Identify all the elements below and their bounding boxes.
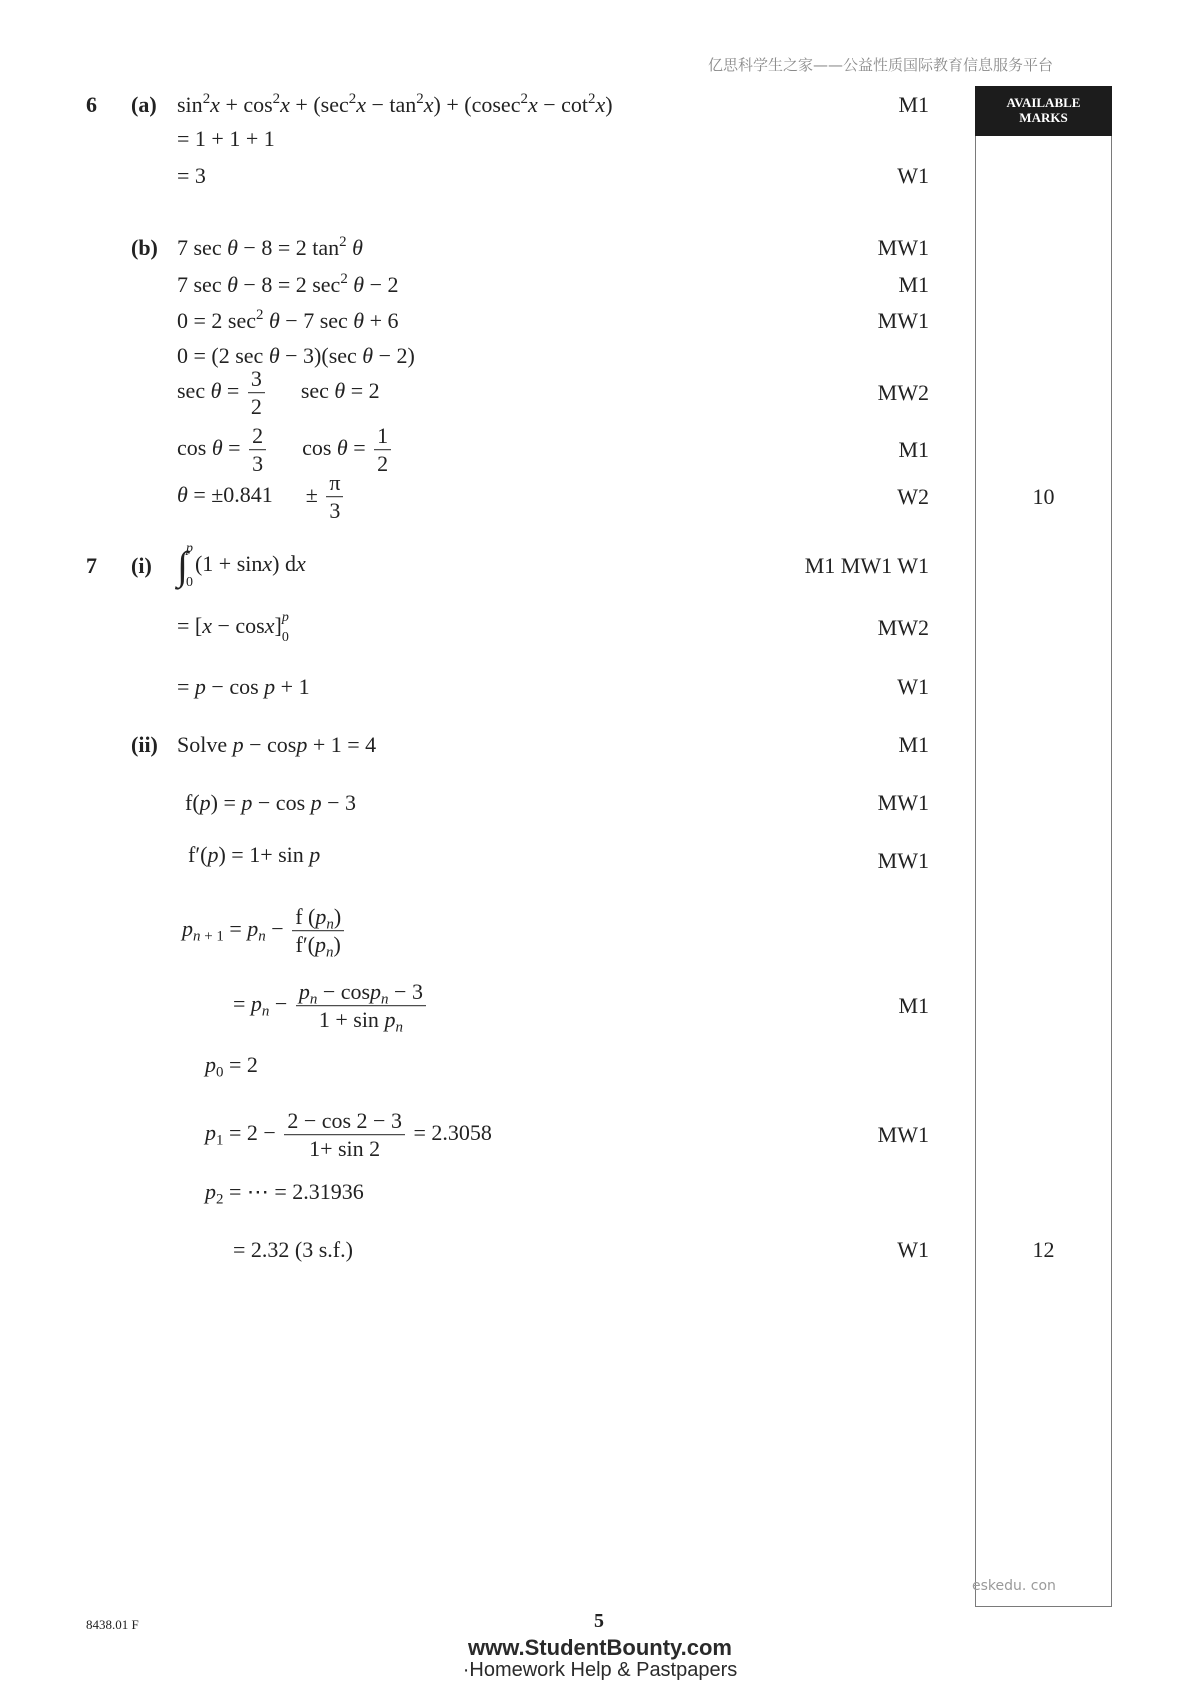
math-text: ) — [605, 92, 613, 117]
superscript: 2 — [339, 234, 347, 251]
mark-code: M1 — [898, 732, 929, 757]
evaluation-limits — [282, 611, 289, 645]
math-text: = 2 — [223, 1052, 258, 1077]
math-text: = 2.32 (3 s.f.) — [233, 1237, 353, 1262]
math-text: 7 sec — [177, 235, 228, 260]
math-text: + 1 — [275, 674, 310, 699]
math-text: f( — [185, 790, 200, 815]
fraction — [374, 423, 391, 477]
math-text: = — [177, 674, 195, 699]
fraction-numerator — [296, 979, 426, 1006]
part-label: (b) — [131, 235, 158, 260]
part-label: (i) — [131, 553, 152, 578]
math-variable: x — [262, 551, 273, 577]
page-number: 5 — [594, 1610, 604, 1632]
math-variable: n — [326, 944, 334, 961]
working-line — [205, 1108, 492, 1162]
math-text: − 2 — [364, 272, 399, 297]
superscript: 2 — [588, 91, 596, 108]
working-line — [177, 366, 380, 420]
subscript — [326, 945, 333, 961]
fraction — [296, 979, 426, 1036]
math-variable: p — [232, 732, 244, 757]
math-variable: θ — [353, 272, 365, 297]
working-line — [177, 674, 310, 700]
math-text: − cos — [252, 790, 311, 815]
math-text: ) — [333, 932, 341, 958]
mark-code: MW2 — [877, 380, 929, 405]
math-variable: n — [309, 991, 318, 1008]
subscript — [258, 929, 265, 945]
mark-code: M1 — [898, 272, 929, 297]
math-text: ) = 1+ sin — [218, 842, 310, 867]
math-text: sec — [177, 378, 211, 404]
math-text: ) d — [272, 551, 296, 577]
mark-code: M1 — [898, 92, 929, 117]
fraction-numerator — [249, 423, 266, 450]
superscript: 2 — [272, 91, 281, 108]
working-line — [177, 732, 376, 758]
footer-watermark: eskedu. con — [972, 1578, 1056, 1594]
mark-code: MW1 — [877, 790, 929, 815]
math-variable: n — [381, 991, 389, 1008]
math-variable: p — [264, 674, 276, 699]
available-marks-heading — [975, 86, 1112, 136]
math-variable: x — [527, 92, 538, 117]
mark-code: MW1 — [877, 308, 929, 333]
math-text: = — [222, 435, 247, 461]
math-text: − 8 = 2 sec — [237, 272, 341, 297]
upper-limit: p — [281, 610, 289, 625]
math-text: − cos — [205, 674, 265, 699]
math-text: = 1 + 1 + 1 — [177, 126, 275, 151]
math-text: cos — [269, 435, 337, 461]
math-variable: x — [595, 92, 606, 117]
math-text: ) + (cosec — [433, 92, 521, 117]
math-text: − 3)(sec — [279, 343, 363, 368]
fraction-denominator — [374, 451, 391, 477]
math-text: f′( — [188, 842, 208, 867]
math-text: ) — [333, 904, 342, 930]
math-variable: n — [193, 928, 201, 945]
mark-code: MW1 — [877, 235, 929, 260]
math-variable: θ — [334, 378, 346, 404]
fraction-numerator — [326, 470, 343, 497]
available-marks-total: 10 — [1032, 484, 1055, 509]
brand-logo-tagline: ·Homework Help & Pastpapers — [462, 1659, 738, 1681]
math-variable: θ — [227, 235, 238, 260]
math-variable: x — [280, 92, 290, 117]
math-text: f′( — [295, 932, 316, 958]
math-variable: p — [205, 1120, 216, 1146]
math-variable: p — [182, 916, 193, 942]
working-line — [177, 343, 415, 369]
mark-code: W2 — [897, 484, 929, 509]
fraction-numerator — [374, 423, 391, 450]
math-variable: p — [370, 979, 382, 1005]
working-line — [177, 92, 613, 118]
math-text: − 8 = 2 tan — [237, 235, 340, 260]
available-marks-heading-line1: AVAILABLE — [1006, 95, 1081, 110]
math-text: 0 = 2 sec — [177, 308, 256, 333]
superscript: 2 — [348, 91, 357, 108]
math-text: = ⋯ = 2.31936 — [223, 1179, 364, 1204]
part-label: (ii) — [131, 732, 158, 757]
math-text: ] — [274, 613, 282, 639]
brand-logo-url: www.StudentBounty.com — [468, 1635, 732, 1660]
lower-limit: 0 — [281, 630, 289, 645]
subscript: 1 — [216, 1132, 224, 1149]
working-line — [185, 790, 356, 816]
math-variable: θ — [362, 343, 374, 368]
fraction-denominator — [296, 1007, 426, 1036]
math-variable: p — [207, 842, 219, 867]
math-text: 7 sec — [177, 272, 228, 297]
fraction-denominator — [248, 394, 265, 420]
math-variable: x — [423, 92, 434, 117]
math-variable: θ — [210, 378, 222, 404]
math-variable: θ — [268, 308, 280, 333]
math-variable: x — [202, 613, 212, 639]
math-text: − — [265, 916, 290, 942]
math-text: − tan — [366, 92, 417, 117]
math-variable: p — [310, 790, 322, 815]
math-text: − cos — [243, 732, 297, 757]
subscript: 0 — [216, 1064, 224, 1081]
mark-code: W1 — [897, 1237, 929, 1262]
math-variable: p — [205, 1052, 216, 1077]
fraction — [284, 1108, 405, 1162]
math-variable: p — [241, 790, 253, 815]
paper-code: 8438.01 F — [86, 1617, 139, 1632]
working-line — [182, 904, 347, 961]
math-variable: x — [295, 551, 306, 577]
math-variable: x — [356, 92, 366, 117]
math-variable: θ — [353, 308, 365, 333]
available-marks-heading-line2: MARKS — [1019, 110, 1068, 125]
part-label: (a) — [131, 92, 157, 117]
math-text: 1 + sin — [318, 1007, 385, 1033]
integral-limits — [186, 542, 193, 590]
superscript: 2 — [202, 91, 211, 108]
math-variable: n — [395, 1019, 403, 1036]
math-text: 2 − cos 2 − 3 — [287, 1108, 402, 1134]
fraction — [326, 470, 343, 524]
math-variable: p — [199, 790, 211, 815]
fraction-numerator — [248, 366, 265, 393]
math-text: = — [233, 991, 251, 1017]
working-line — [177, 423, 394, 477]
math-text: 1+ sin 2 — [309, 1136, 381, 1162]
subscript: 2 — [216, 1191, 224, 1208]
fraction — [292, 904, 344, 961]
upper-limit: p — [185, 541, 193, 556]
question-number: 7 — [86, 553, 97, 578]
math-text: sec — [267, 378, 335, 404]
fraction — [248, 366, 265, 420]
math-variable: n — [258, 928, 266, 945]
working-line — [188, 842, 320, 868]
available-marks-column — [975, 86, 1112, 1607]
math-text: + cos — [219, 92, 273, 117]
math-text: + (sec — [289, 92, 349, 117]
math-text: 3 — [250, 366, 262, 392]
math-text: = 3 — [177, 163, 206, 188]
math-variable: θ — [352, 235, 363, 260]
math-variable: θ — [268, 343, 280, 368]
working-line — [205, 1179, 364, 1208]
math-variable: n — [261, 1003, 270, 1020]
working-line — [205, 1052, 258, 1081]
question-number: 6 — [86, 92, 97, 117]
math-text: ) = — [210, 790, 242, 815]
mark-code: MW1 — [877, 848, 929, 873]
superscript: 2 — [416, 91, 424, 108]
math-text: = — [223, 916, 248, 942]
math-text: = ±0.841 ± — [187, 482, 324, 508]
math-text: − cos — [212, 613, 265, 639]
math-text: − 7 sec — [279, 308, 354, 333]
fraction-numerator — [292, 904, 344, 931]
math-variable: p — [315, 904, 327, 930]
fraction-denominator — [326, 498, 343, 524]
math-variable: p — [384, 1007, 396, 1033]
math-variable: θ — [177, 482, 188, 508]
math-text: − 3 — [321, 790, 357, 815]
math-text: − cos — [317, 979, 371, 1005]
math-variable: n — [326, 916, 334, 933]
math-text: f ( — [295, 904, 316, 930]
math-text: − cot — [537, 92, 589, 117]
mark-code: MW2 — [877, 615, 929, 640]
superscript: 2 — [256, 307, 264, 324]
math-variable: x — [210, 92, 220, 117]
working-line — [177, 235, 363, 261]
math-text: 0 = (2 sec — [177, 343, 269, 368]
mark-code: M1 MW1 W1 — [804, 553, 929, 578]
math-text: + 1 — [200, 928, 224, 945]
math-text: = 2 — [345, 378, 380, 404]
math-text: = — [347, 435, 372, 461]
subscript — [381, 992, 388, 1008]
math-text: 3 — [252, 451, 264, 477]
math-text: 2 — [252, 423, 264, 449]
mark-code: M1 — [898, 993, 929, 1018]
fraction-denominator — [292, 932, 344, 961]
math-text: 2 — [377, 451, 389, 477]
math-variable: p — [194, 674, 206, 699]
math-text: 1 — [377, 423, 389, 449]
lower-limit: 0 — [185, 575, 193, 590]
mark-code: M1 — [898, 437, 929, 462]
working-line — [177, 308, 399, 334]
math-text: = — [221, 378, 245, 404]
working-line — [177, 272, 399, 298]
math-text: − 3 — [388, 979, 423, 1005]
math-variable: p — [296, 732, 308, 757]
working-line — [233, 979, 429, 1036]
math-variable: p — [250, 991, 262, 1017]
math-text: 3 — [329, 498, 341, 524]
working-line — [177, 126, 275, 152]
superscript: 2 — [340, 271, 348, 288]
math-variable: p — [315, 932, 327, 958]
math-text: cos — [177, 435, 212, 461]
working-line — [177, 611, 289, 645]
math-variable: p — [205, 1179, 216, 1204]
math-variable: x — [264, 613, 275, 639]
working-line — [177, 470, 346, 524]
header-watermark: 亿思科学生之家——公益性质国际教育信息服务平台 — [707, 56, 1053, 74]
math-text: 2 — [250, 394, 262, 420]
working-line — [177, 163, 206, 189]
math-text: = [ — [177, 613, 203, 639]
math-variable: p — [298, 979, 310, 1005]
subscript — [193, 929, 224, 945]
working-line — [233, 1237, 353, 1263]
working-line — [177, 542, 306, 590]
mark-code: W1 — [897, 674, 929, 699]
math-text: + 6 — [364, 308, 399, 333]
math-text: + 1 = 4 — [307, 732, 377, 757]
math-text: (1 + sin — [194, 551, 263, 577]
subscript — [395, 1020, 402, 1036]
integral-sign: ∫ — [177, 543, 188, 588]
mark-code: W1 — [897, 163, 929, 188]
math-text: π — [329, 470, 341, 496]
superscript: 2 — [520, 91, 528, 108]
math-text: = 2 − — [223, 1120, 282, 1146]
math-text: − 2) — [373, 343, 415, 368]
math-variable: θ — [211, 435, 223, 461]
mark-code: MW1 — [877, 1122, 929, 1147]
fraction-denominator — [284, 1136, 405, 1162]
math-text: − — [269, 991, 293, 1017]
math-variable: p — [309, 842, 321, 867]
integral — [177, 542, 193, 590]
available-marks-total: 12 — [1032, 1237, 1055, 1262]
math-text: sin — [177, 92, 203, 117]
fraction — [249, 423, 266, 477]
math-variable: p — [247, 916, 259, 942]
math-variable: θ — [336, 435, 348, 461]
fraction-numerator — [284, 1108, 405, 1135]
math-variable: θ — [227, 272, 238, 297]
subscript — [326, 917, 333, 933]
math-text: Solve — [177, 732, 233, 757]
math-text: = 2.3058 — [407, 1120, 492, 1146]
